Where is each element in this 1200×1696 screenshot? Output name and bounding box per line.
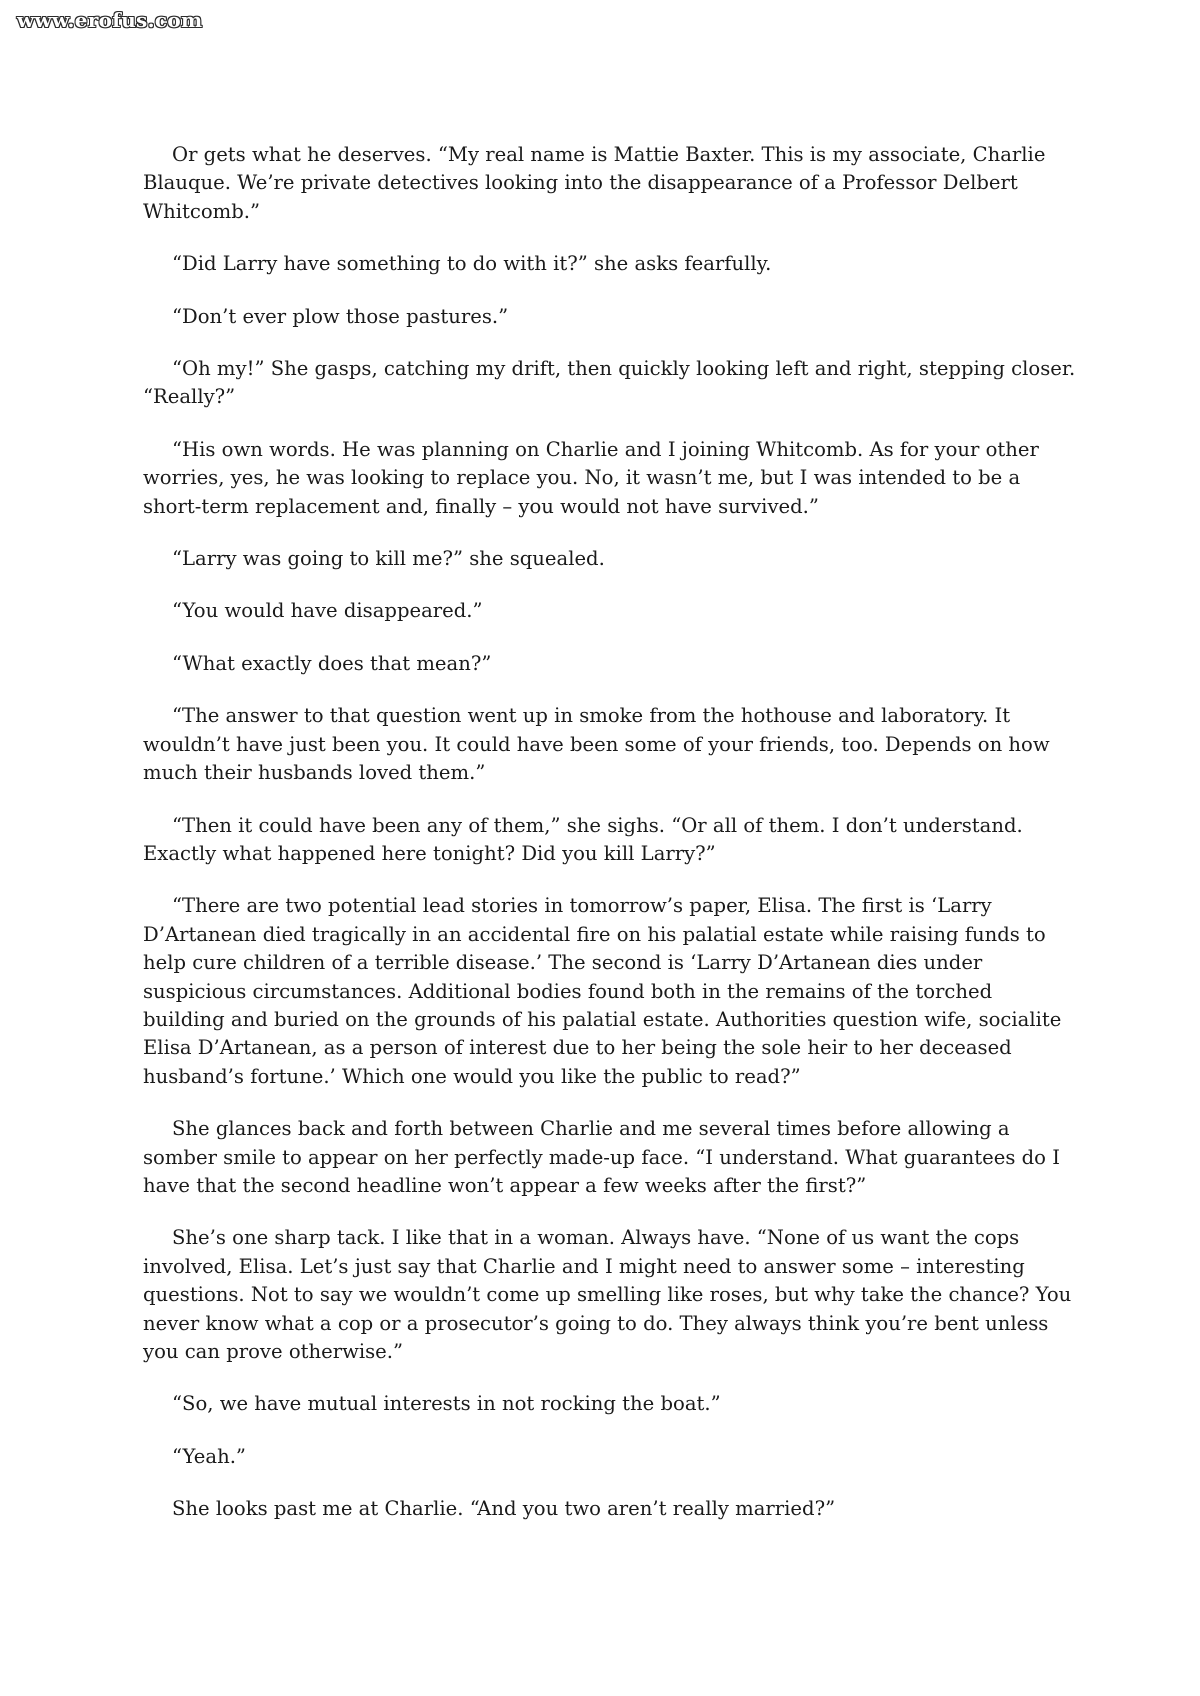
watermark-logo: www.erofus.com — [17, 8, 203, 32]
paragraph: She looks past me at Charlie. “And you two aren’t really married?” — [172, 1497, 836, 1521]
paragraph: “There are two potential lead stories in tomorrow’s paper, Elisa. The first is ‘Larry D’Artanean died tragically in an accidental fire on his palatial estate while raising funds to help cure children of a terrible disease.’ The second is ‘Larry D’Artanean dies under suspicious circumstances. Additional bodies found both in the remains of the torched building and buried on the grounds of his palatial estate. Authorities question wife, socialite Elisa D’Artanean, as a person of interest due to her being the sole heir to her deceased husband’s fortune.’ Which one would you like the public to read?” — [143, 894, 1062, 1088]
paragraph: “His own words. He was planning on Charlie and I joining Whitcomb. As for your other worries, yes, he was looking to replace you. No, it wasn’t me, but I was intended to be a short-term replacement and, finally – you would not have survived.” — [143, 437, 1039, 518]
paragraph: “The answer to that question went up in smoke from the hothouse and laboratory. It wouldn’t have just been you. It could have been some of your friends, too. Depends on how much their husbands loved them.” — [143, 704, 1050, 785]
paragraph: “Oh my!” She gasps, catching my drift, then quickly looking left and right, stepping closer. “Really?” — [143, 357, 1076, 409]
paragraph: “Did Larry have something to do with it?” she asks fearfully. — [172, 252, 772, 276]
paragraph: “Then it could have been any of them,” she sighs. “Or all of them. I don’t understand. Exactly what happened here tonight? Did you kill Larry?” — [143, 813, 1023, 865]
paragraph: “Don’t ever plow those pastures.” — [172, 304, 509, 328]
paragraph: “Larry was going to kill me?” she squealed. — [172, 547, 605, 571]
page-body — [143, 141, 1078, 1548]
paragraph: “You would have disappeared.” — [172, 599, 483, 623]
paragraph: “Yeah.” — [172, 1444, 246, 1468]
paragraph: She glances back and forth between Charlie and me several times before allowing a somber smile to appear on her perfectly made-up face. “I understand. What guarantees do I have that the second headline won’t appear a few weeks after the first?” — [143, 1117, 1060, 1197]
paragraph: “So, we have mutual interests in not rocking the boat.” — [172, 1392, 721, 1416]
paragraph: She’s one sharp tack. I like that in a woman. Always have. “None of us want the cops involved, Elisa. Let’s just say that Charlie and I might need to answer some – interesting questions. Not to say we wouldn’t come up smelling like roses, but why take the chance? You never know what a cop or a prosecutor’s going to do. They always think you’re bent unless you can prove otherwise.” — [143, 1226, 1072, 1363]
paragraph: Or gets what he deserves. “My real name is Mattie Baxter. This is my associate, Charlie Blauque. We’re private detectives looking into the disappearance of a Professor Delbert Whitcomb.” — [143, 143, 1046, 223]
paragraph: “What exactly does that mean?” — [172, 651, 492, 675]
